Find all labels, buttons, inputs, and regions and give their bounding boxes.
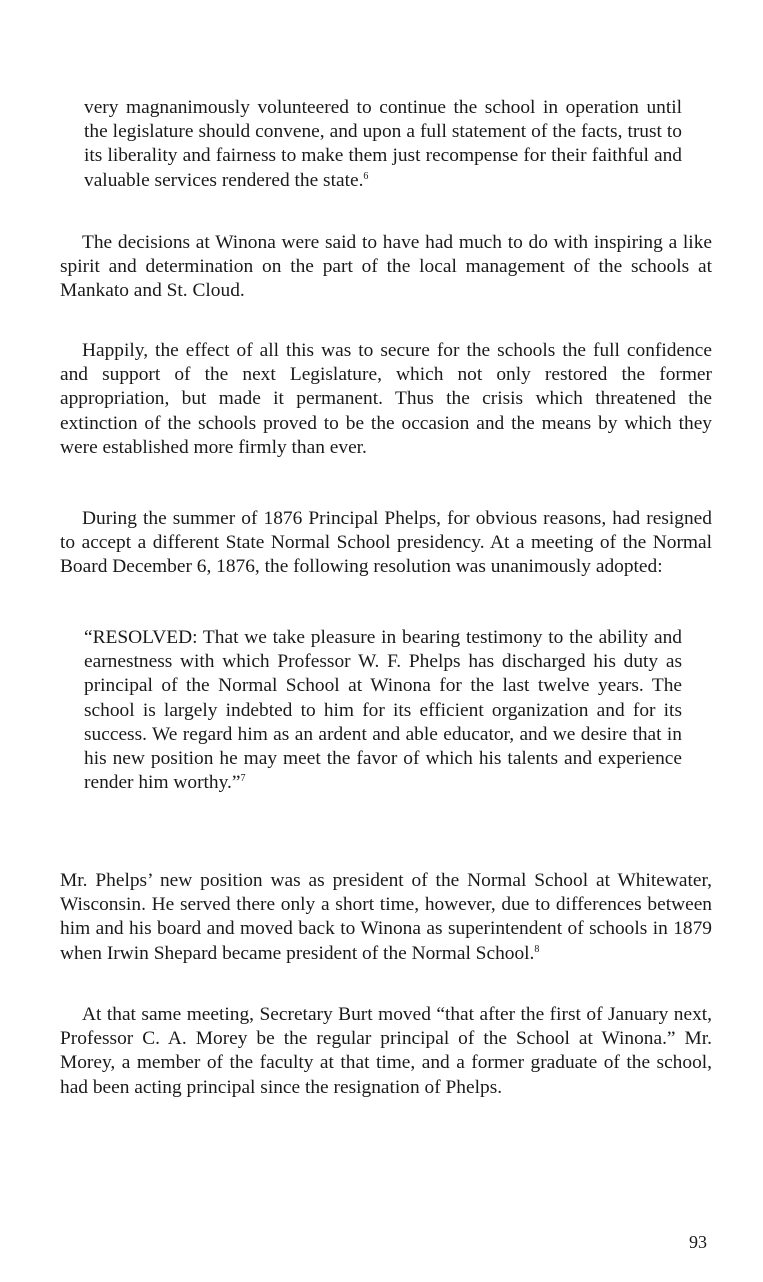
footnote-ref-6: 6 bbox=[363, 170, 369, 182]
quote-1-text: very magnanimously volunteered to continue the school in operation until the legislature should convene, and upon a full statement of the facts, trust to its liberality and fairness to make them just recompense for their faithful and valuable services rendered the state. bbox=[84, 97, 682, 191]
block-quote-1 bbox=[84, 96, 682, 193]
block-quote-2 bbox=[84, 626, 682, 795]
paragraph-4-text: Mr. Phelps’ new position was as president of the Normal School at Whitewater, Wisconsin. He served there only a short time, however, due to differences between him and his board and moved back to Winona as superintendent of schools in 1879 when Irwin Shepard became president of the Normal School. bbox=[60, 870, 712, 964]
paragraph-1: The decisions at Winona were said to have had much to do with inspiring a like spirit and determination on the part of the local management of the schools at Mankato and St. Cloud. bbox=[60, 232, 712, 302]
footnote-ref-7: 7 bbox=[240, 773, 246, 785]
paragraph-4 bbox=[60, 869, 712, 966]
quote-2-text: “RESOLVED: That we take pleasure in bearing testimony to the ability and earnestness with which Professor W. F. Phelps has discharged his duty as principal of the Normal School at Winona for the last twelve years. The school is largely indebted to him for its efficient organization and for its success. We regard him as an ardent and able educator, and we desire that in his new position he may meet the favor of which his talents and experience render him worthy.” bbox=[84, 627, 682, 794]
paragraph-2: Happily, the effect of all this was to secure for the schools the full confidence and support of the next Legislature, which not only restored the former appropriation, but made it permanent. Thus the crisis which threatened the extinction of the schools proved to be the occasion and the means by which they were established more firmly than ever. bbox=[60, 340, 712, 458]
page-number: 93 bbox=[689, 1232, 707, 1252]
paragraph-5: At that same meeting, Secretary Burt moved “that after the first of January next, Professor C. A. Morey be the regular principal of the School at Winona.” Mr. Morey, a member of the faculty at that time, and a former graduate of the school, had been acting principal since the resignation of Phelps. bbox=[60, 1004, 712, 1098]
paragraph-3: During the summer of 1876 Principal Phelps, for obvious reasons, had resigned to accept a different State Normal School presidency. At a meeting of the Normal Board December 6, 1876, the following resolution was unanimously adopted: bbox=[60, 508, 712, 578]
footnote-ref-8: 8 bbox=[534, 943, 540, 955]
